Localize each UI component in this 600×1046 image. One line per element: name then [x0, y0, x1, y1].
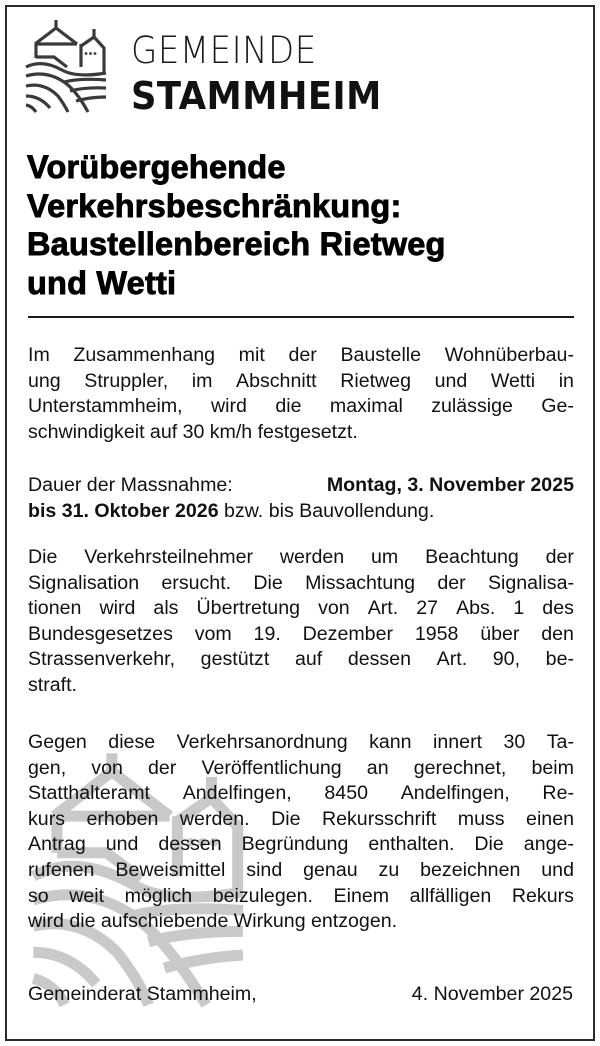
- word: genau: [303, 858, 358, 881]
- word: Die: [474, 833, 504, 856]
- word: kann: [369, 731, 412, 753]
- title-line: und Wetti: [27, 264, 177, 301]
- word: beizulegen.: [212, 884, 313, 907]
- word: Signalisation: [28, 571, 140, 594]
- word: werden: [279, 546, 345, 568]
- word: Re-: [542, 782, 574, 805]
- word: Statthalteramt: [28, 782, 150, 805]
- word: mit: [238, 344, 265, 366]
- duration-start: Montag, 3. November 2025: [326, 474, 574, 496]
- signature-date: 4. November 2025: [411, 983, 573, 1005]
- word: der: [148, 756, 177, 779]
- duration-end: bis 31. Oktober 2026: [28, 499, 219, 522]
- word: entzogen.: [311, 910, 398, 933]
- word: Die: [28, 546, 58, 568]
- word: schwindigkeit: [28, 420, 145, 443]
- text-line: [28, 545, 574, 571]
- word: der: [288, 344, 317, 366]
- text-line: [28, 781, 574, 807]
- text-line: [28, 884, 574, 910]
- word: vom: [194, 622, 232, 645]
- word: allfälligen: [409, 884, 492, 907]
- signature-issuer: Gemeinderat Stammheim,: [28, 983, 257, 1005]
- word: dessen: [158, 833, 222, 856]
- word: Art.: [367, 597, 399, 620]
- word: Antrag: [28, 833, 86, 856]
- word: und: [541, 858, 574, 881]
- word: Veröffentlichung: [201, 756, 342, 779]
- title-divider: [28, 316, 574, 318]
- word: die: [275, 395, 302, 418]
- text-line: [28, 756, 574, 782]
- word: Strassenverkehr,: [28, 648, 176, 671]
- word: 30: [182, 420, 205, 443]
- word: kurs: [28, 807, 66, 830]
- word: Gegen: [28, 731, 87, 753]
- word: innert: [433, 731, 483, 753]
- word: beim: [531, 756, 574, 779]
- word: des: [542, 597, 574, 620]
- logo-wordmark-gemeinde: GEMEINDE: [131, 29, 317, 72]
- word: Rietweg: [340, 369, 411, 392]
- text-line: [28, 730, 574, 756]
- word: gerechnet,: [413, 756, 507, 779]
- word: enthalten.: [368, 833, 455, 856]
- word: Die: [253, 571, 283, 594]
- word: den: [541, 622, 574, 645]
- word: aufschiebende: [100, 910, 229, 933]
- text-line: [28, 596, 574, 622]
- word: straft.: [28, 673, 77, 696]
- castle-vineyard-logo-icon: [24, 18, 114, 114]
- word: rufenen: [28, 858, 95, 881]
- word: gestützt: [200, 648, 270, 671]
- text-line: [28, 673, 574, 699]
- word: 19.: [253, 622, 281, 645]
- paragraph-speed-limit: [28, 343, 574, 445]
- word: Begründung: [241, 833, 349, 856]
- notice-title: [27, 148, 587, 302]
- word: erhoben: [86, 807, 159, 830]
- word: muss: [457, 807, 505, 830]
- word: Übertretung: [196, 597, 301, 620]
- word: gen,: [28, 756, 67, 779]
- word: die: [69, 910, 96, 933]
- duration-suffix: bzw. bis Bauvollendung.: [218, 499, 435, 522]
- word: Die: [271, 807, 301, 830]
- text-line: [28, 369, 574, 395]
- word: 1: [513, 597, 525, 620]
- word: Struppler,: [84, 369, 169, 392]
- word: Ge-: [541, 395, 574, 418]
- word: Missachtung: [305, 571, 416, 594]
- word: dessen: [347, 648, 412, 671]
- word: Abs.: [456, 597, 496, 620]
- text-line: [28, 909, 574, 935]
- word: Baustelle: [340, 344, 422, 366]
- word: Verkehrsteilnehmer: [84, 546, 254, 568]
- word: 30: [503, 731, 526, 753]
- word: festgesetzt.: [257, 420, 358, 443]
- word: Andelfingen,: [400, 782, 510, 805]
- paragraph-penalty: [28, 545, 574, 699]
- word: Beachtung: [425, 546, 519, 568]
- word: Beweismittel: [115, 858, 226, 881]
- word: ung: [28, 369, 61, 392]
- text-line: [28, 647, 574, 673]
- word: auf: [294, 648, 323, 671]
- word: als: [153, 597, 179, 620]
- word: Unterstammheim,: [28, 395, 183, 418]
- word: der: [545, 546, 574, 568]
- text-line: [28, 622, 574, 648]
- text-line: [28, 807, 574, 833]
- word: ange-: [523, 833, 574, 856]
- word: der: [437, 571, 466, 594]
- word: Im: [28, 344, 50, 366]
- word: bezeichnen: [420, 858, 521, 881]
- word: sind: [246, 858, 283, 881]
- word: Bundesgesetzes: [28, 622, 173, 645]
- word: Dezember: [302, 622, 393, 645]
- word: über: [480, 622, 520, 645]
- paragraph-duration: [28, 473, 574, 524]
- word: Andelfingen,: [182, 782, 292, 805]
- duration-label: Dauer der Massnahme:: [28, 474, 239, 496]
- word: Verkehrsanordnung: [176, 731, 348, 753]
- signature-line: [28, 982, 574, 1008]
- word: be-: [545, 648, 574, 671]
- word: von: [318, 597, 350, 620]
- text-line: [28, 343, 574, 369]
- word: Rekursschrift: [321, 807, 437, 830]
- word: 90,: [492, 648, 521, 671]
- word: diese: [108, 731, 156, 753]
- word: Art.: [436, 648, 468, 671]
- paragraph-appeal: [28, 730, 574, 935]
- word: auf: [149, 420, 178, 443]
- word: Zusammenhang: [73, 344, 216, 366]
- text-line: [28, 571, 574, 597]
- word: Signalisa-: [487, 571, 574, 594]
- word: und: [105, 833, 139, 856]
- word: von: [91, 756, 123, 779]
- word: um: [371, 546, 399, 568]
- word: Rekurs: [511, 884, 574, 907]
- word: wird: [211, 395, 247, 418]
- word: Wetti: [490, 369, 536, 392]
- text-line: [28, 832, 574, 858]
- word: möglich: [124, 884, 193, 907]
- word: im: [191, 369, 213, 392]
- text-line: [28, 858, 574, 884]
- word: wird: [28, 910, 64, 933]
- word: 8450: [324, 782, 368, 805]
- word: Abschnitt: [236, 369, 317, 392]
- word: tionen: [28, 597, 82, 620]
- logo-wordmark-stammheim: STAMMHEIM: [131, 74, 382, 118]
- word: ersucht.: [161, 571, 232, 594]
- title-line: Verkehrsbeschränkung:: [27, 187, 402, 224]
- word: Einem: [333, 884, 390, 907]
- word: werden.: [179, 807, 250, 830]
- text-line: [28, 420, 574, 446]
- title-line: Vorübergehende: [27, 149, 286, 185]
- word: km/h: [209, 420, 253, 443]
- word: 27: [416, 597, 439, 620]
- word: Wohnüberbau-: [444, 344, 574, 366]
- word: und: [434, 369, 468, 392]
- word: einen: [526, 807, 574, 830]
- word: wird: [99, 597, 136, 620]
- word: maximal: [329, 395, 403, 418]
- word: Ta-: [546, 731, 574, 753]
- title-line: Baustellenbereich Rietweg: [27, 226, 446, 262]
- word: in: [558, 369, 574, 392]
- word: so: [28, 884, 49, 907]
- word: zulässige: [431, 395, 513, 418]
- word: Wirkung: [233, 910, 306, 933]
- word: zu: [378, 858, 400, 881]
- word: weit: [69, 884, 105, 907]
- word: 1958: [414, 622, 459, 645]
- text-line: [28, 394, 574, 420]
- word: an: [366, 756, 389, 779]
